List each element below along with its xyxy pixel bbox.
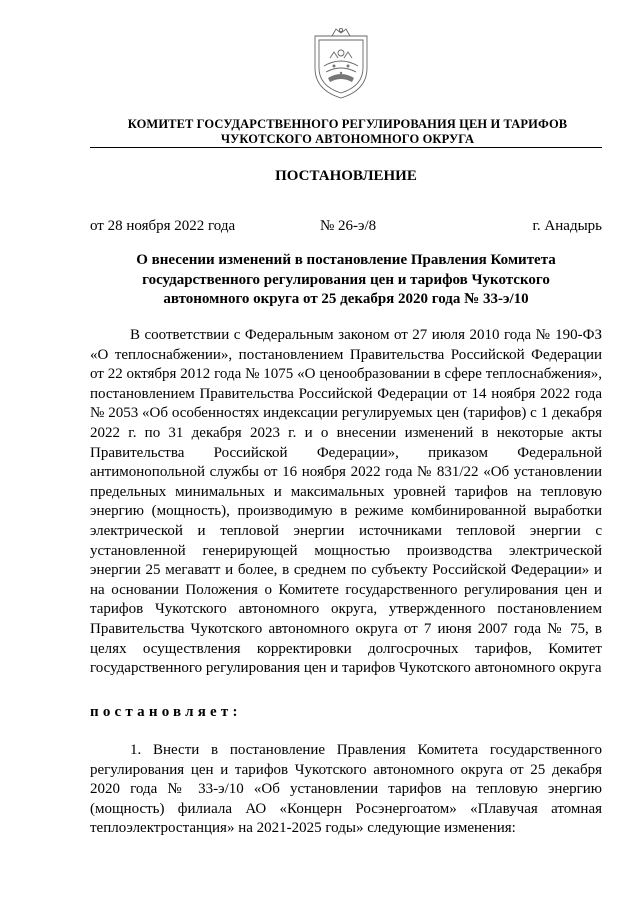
item-1-paragraph: 1. Внести в постановление Правления Комитета государственного регулирования цен и тарифов Чукотского автономного округа от 25 декабря 2020 года № 33-э/10 «Об установлении тарифов на тепловую энергию (мощность) филиала АО «Концерн Росэнергоатом» «Плавучая атомная теплоэлектростанция» на 2021-2025 годы» следующие изменения:: [90, 742, 602, 837]
organization-name: [95, 117, 600, 147]
header-divider: [90, 147, 602, 148]
document-date: от 28 ноября 2022 года: [90, 218, 236, 234]
decree-word: постановляет:: [90, 704, 242, 720]
document-number: № 26-э/8: [320, 218, 377, 234]
document-subject: О внесении изменений в постановление Правления Комитета государственного регулирования цен и тарифов Чукотского автономного округа от 25 декабря 2020 года № 33-э/10: [136, 252, 556, 307]
organization-name-line1: КОМИТЕТ ГОСУДАРСТВЕННОГО РЕГУЛИРОВАНИЯ ЦЕН И ТАРИФОВ: [127, 117, 568, 131]
document-type: ПОСТАНОВЛЕНИЕ: [275, 168, 417, 184]
organization-name-line2: ЧУКОТСКОГО АВТОНОМНОГО ОКРУГА: [220, 132, 475, 146]
coat-of-arms-icon: [308, 26, 374, 100]
preamble-paragraph: В соответствии с Федеральным законом от 27 июля 2010 года № 190-ФЗ «О теплоснабжении», постановлением Правительства Российской Федерации от 22 октября 2012 года № 1075 «О ценообразовании в сфере теплоснабжения», постановлением Правительства Российской Федерации от 14 ноября 2022 года № 2053 «Об особенностях индексации регулируемых цен (тарифов) с 1 декабря 2022 г. по 31 декабря 2023 г. и о внесении изменений в некоторые акты Правительства Российской Федерации», приказом Федеральной антимонопольной службы от 16 ноября 2022 года № 831/22 «Об установлении предельных минимальных и максимальных уровней тарифов на тепловую энергию (мощность), производимую в режиме комбинированной выработки электрической и тепловой энергии источниками тепловой энергии с установленной генерирующей мощностью производства электрической энергии 25 мегаватт и более, в среднем по субъекту Российской Федерации» и на основании Положения о Комитете государственного регулирования цен и тарифов Чукотского автономного округа, утвержденного постановлением Правительства Чукотского автономного округа от 7 июня 2007 года № 75, в целях осуществления корректировки долгосрочных тарифов, Комитет государственного регулирования цен и тарифов Чукотского автономного округа: [90, 327, 602, 677]
document-place: г. Анадырь: [532, 218, 602, 234]
